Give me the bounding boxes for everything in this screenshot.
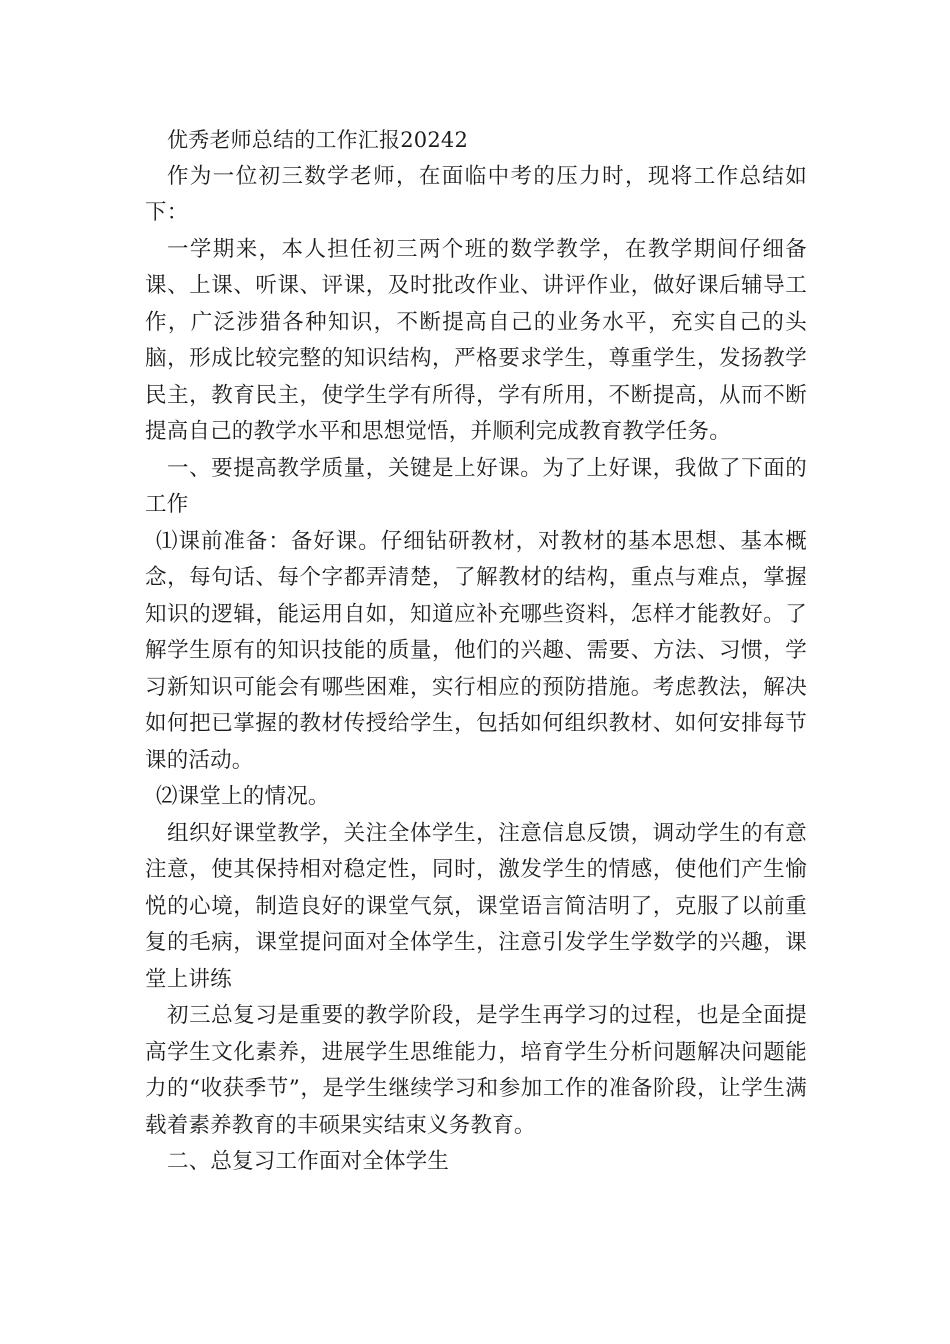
paragraph-classroom-heading: ⑵课堂上的情况。: [156, 784, 330, 809]
paragraph-classroom-teaching: 组织好课堂教学，关注全体学生，注意信息反馈，调动学生的有意注意，使其保持相对稳定性，同时，激发学生的情感，使他们产生愉悦的心境，制造良好的课堂气氛，课堂语言简洁明了，克服了以前重复的毛病，课堂提问面对全体学生，注意引发学生学数学的兴趣，课堂上讲练: [145, 820, 807, 992]
paragraph-lesson-preparation: ⑴课前准备：备好课。仔细钻研教材，对教材的基本思想、基本概念，每句话、每个字都弄清楚，了解教材的结构，重点与难点，掌握知识的逻辑，能运用自如，知道应补充哪些资料，怎样才能教好。了解学生原有的知识技能的质量，他们的兴趣、需要、方法、习惯，学习新知识可能会有哪些困难，实行相应的预防措施。考虑教法，解决如何把已掌握的教材传授给学生，包括如何组织教材、如何安排每节课的活动。: [145, 528, 807, 773]
document-body: [145, 122, 807, 1181]
section-heading-one: 一、要提高教学质量，关键是上好课。为了上好课，我做了下面的工作: [145, 455, 807, 517]
paragraph-intro: 作为一位初三数学老师，在面临中考的压力时，现将工作总结如下：: [145, 163, 807, 225]
section-heading-two: 二、总复习工作面对全体学生: [167, 1149, 450, 1174]
document-title: 优秀老师总结的工作汇报20242: [167, 128, 469, 152]
paragraph-review-stage: 初三总复习是重要的教学阶段，是学生再学习的过程，也是全面提高学生文化素养，进展学生思维能力，培育学生分析问题解决问题能力的“收获季节”，是学生继续学习和参加工作的准备阶段，让学生满载着素养教育的丰硕果实结束义务教育。: [145, 1003, 807, 1138]
paragraph-semester-summary: 一学期来，本人担任初三两个班的数学教学，在教学期间仔细备课、上课、听课、评课，及时批改作业、讲评作业，做好课后辅导工作，广泛涉猎各种知识，不断提高自己的业务水平，充实自己的头脑，形成比较完整的知识结构，严格要求学生，尊重学生，发扬教学民主，教育民主，使学生学有所得，学有所用，不断提高，从而不断提高自己的教学水平和思想觉悟，并顺利完成教育教学任务。: [145, 236, 807, 444]
